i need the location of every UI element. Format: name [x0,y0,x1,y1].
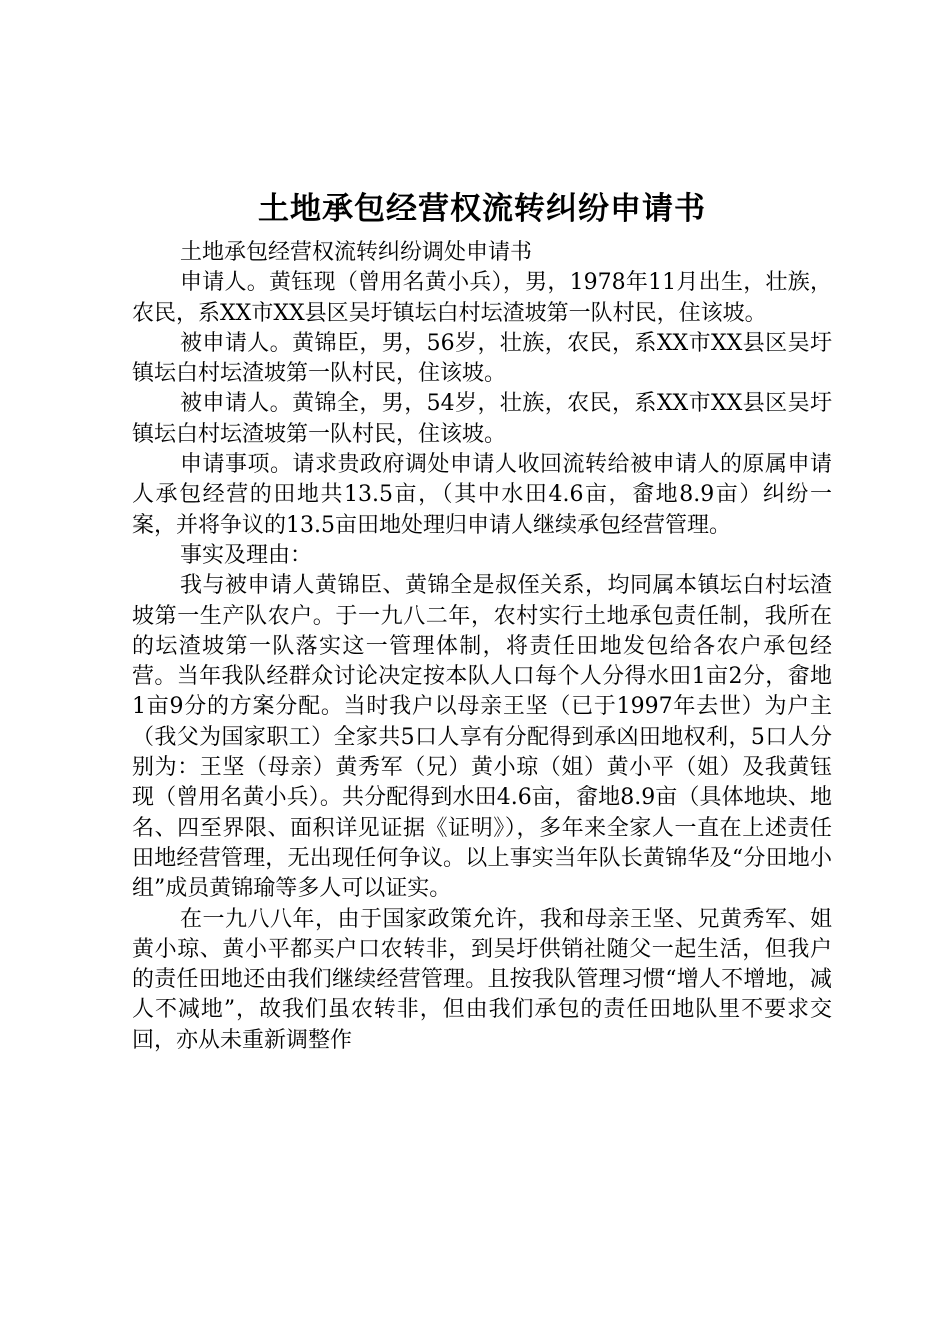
facts-paragraph-1: 我与被申请人黄锦臣、黄锦全是叔侄关系，均同属本镇坛白村坛渣坡第一生产队农户。于一九八二年，农村实行土地承包责任制，我所在的坛渣坡第一队落实这一管理体制，将责任田地发包给各农户承包经营。当年我队经群众讨论决定按本队人口每个人分得水田1亩2分，畲地1亩9分的方案分配。当时我户以母亲王坚（已于1997年去世）为户主（我父为国家职工）全家共5口人享有分配得到承凶田地权利，5口人分别为：王坚（母亲）黄秀军（兄）黄小琼（姐）黄小平（姐）及我黄钰现（曾用名黄小兵）。共分配得到水田4.6亩，畲地8.9亩（具体地块、地名、四至界限、面积详见证据《证明》），多年来全家人一直在上述责任田地经营管理，无出现任何争议。以上事实当年队长黄锦华及“分田地小组”成员黄锦瑜等多人可以证实。 [132,573,832,902]
applicant-paragraph: 申请人。黄钰现（曾用名黄小兵），男，1978年11月出生，壮族，农民，系XX市XX县区吴圩镇坛白村坛渣坡第一队村民，住该坡。 [132,270,832,326]
request-paragraph: 申请事项。请求贵政府调处申请人收回流转给被申请人的原属申请人承包经营的田地共13.5亩，（其中水田4.6亩，畲地8.9亩）纠纷一案，并将争议的13.5亩田地处理归申请人继续承包经营管理。 [132,452,832,538]
document-title: 土地承包经营权流转纠纷申请书 [258,191,706,227]
respondent-2-paragraph: 被申请人。黄锦全，男，54岁，壮族，农民，系XX市XX县区吴圩镇坛白村坛渣坡第一队村民，住该坡。 [132,391,832,447]
subtitle-paragraph: 土地承包经营权流转纠纷调处申请书 [180,240,533,265]
facts-paragraph-2: 在一九八八年，由于国家政策允许，我和母亲王坚、兄黄秀军、姐黄小琼、黄小平都买户口农转非，到吴圩供销社随父一起生活，但我户的责任田地还由我们继续经营管理。且按我队管理习惯“增人不增地，减人不减地”，故我们虽农转非，但由我们承包的责任田地队里不要求交回，亦从未重新调整作 [132,906,832,1053]
respondent-1-paragraph: 被申请人。黄锦臣，男，56岁，壮族，农民，系XX市XX县区吴圩镇坛白村坛渣坡第一队村民，住该坡。 [132,330,832,387]
document-page [132,186,832,1056]
facts-heading: 事实及理由： [180,542,313,568]
